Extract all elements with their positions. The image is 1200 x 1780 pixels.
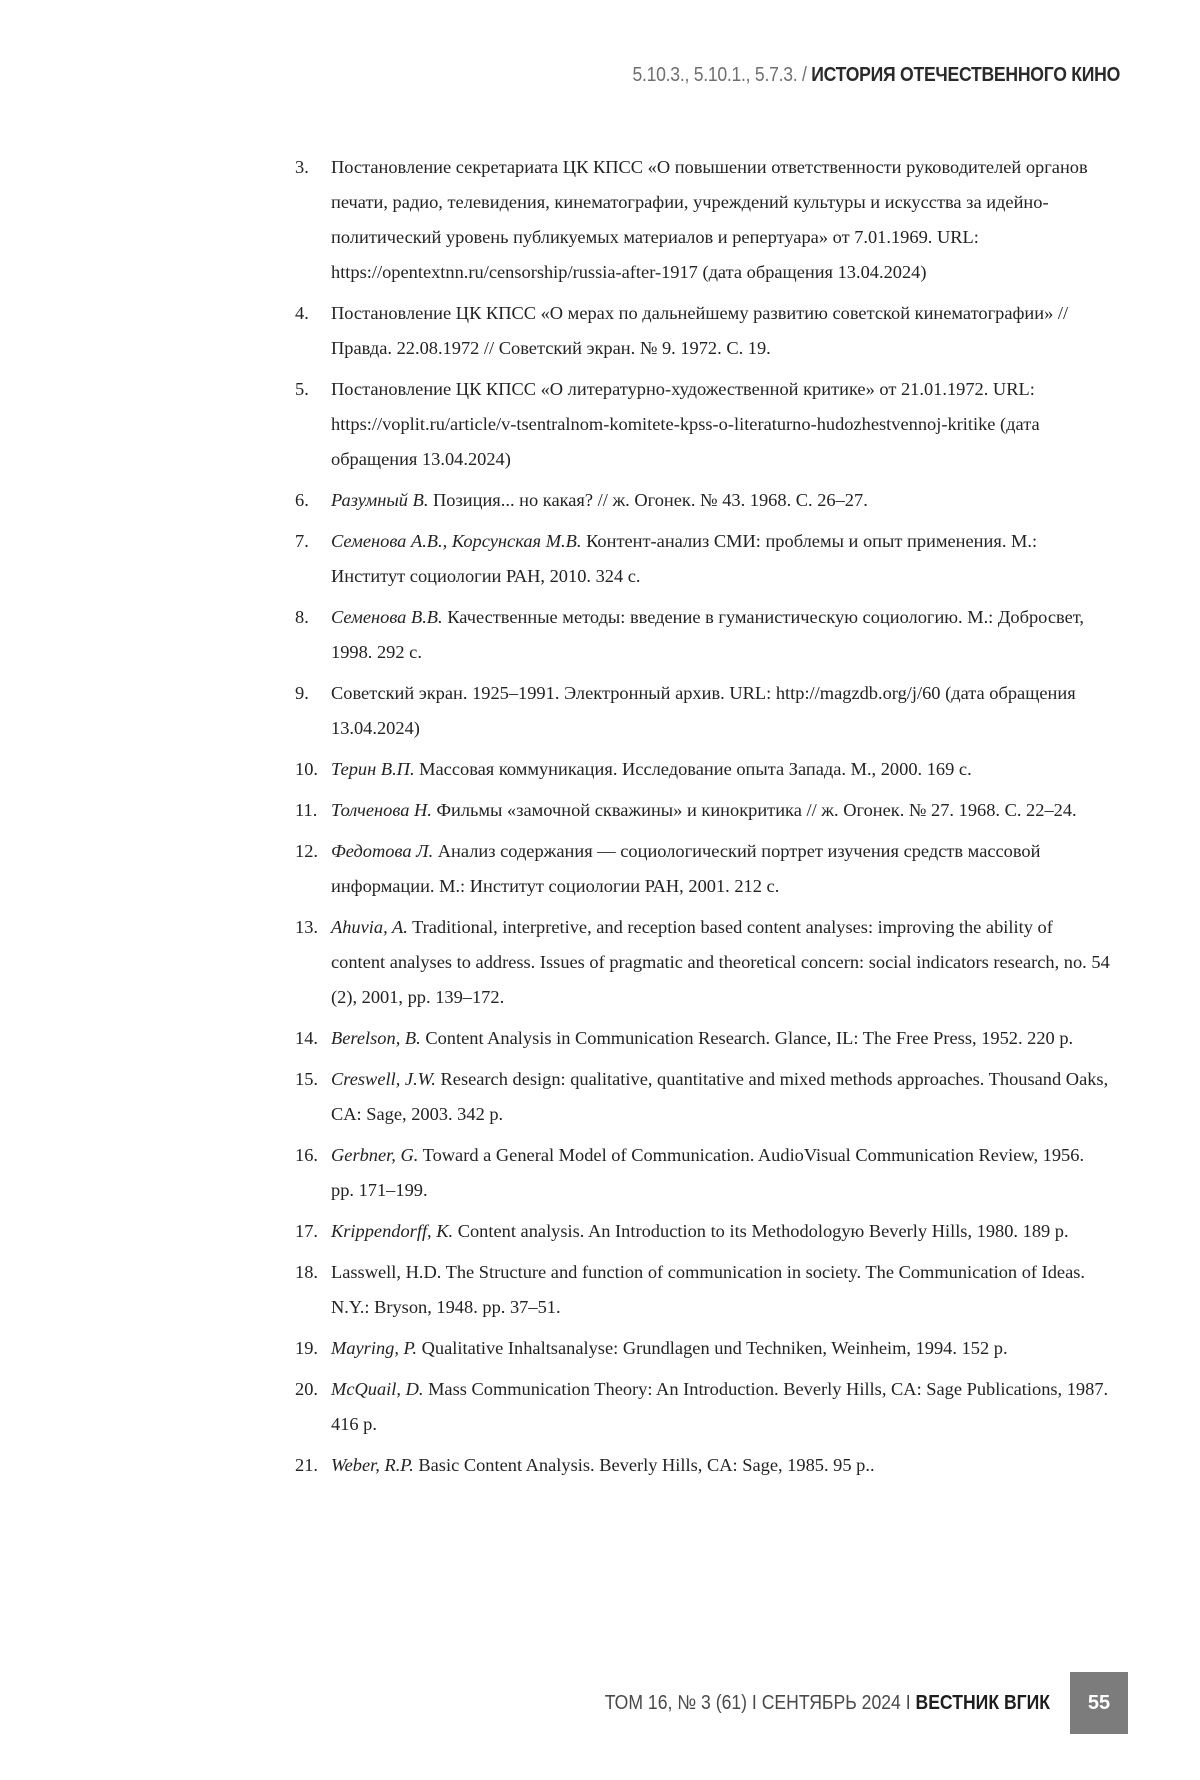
reference-text <box>331 676 1110 746</box>
reference-number: 15. <box>295 1069 318 1089</box>
reference-author: Berelson, B. <box>331 1028 421 1048</box>
reference-citation: Toward a General Model of Communication. AudioVisual Communication Review, 1956. pp. 171–199. <box>331 1145 1085 1200</box>
reference-item <box>295 676 1110 746</box>
reference-number: 20. <box>295 1379 318 1399</box>
reference-item <box>295 372 1110 477</box>
reference-item <box>295 1214 1110 1249</box>
reference-item <box>295 296 1110 366</box>
reference-number: 7. <box>295 531 309 551</box>
reference-author: McQuail, D. <box>331 1379 424 1399</box>
reference-item <box>295 1255 1110 1325</box>
reference-number: 8. <box>295 607 309 627</box>
reference-author: Creswell, J.W. <box>331 1069 436 1089</box>
reference-text <box>331 1138 1110 1208</box>
reference-author: Терин В.П. <box>331 759 415 779</box>
reference-author: Федотова Л. <box>331 841 434 861</box>
reference-number: 9. <box>295 683 309 703</box>
reference-citation: Позиция... но какая? // ж. Огонек. № 43. 1968. С. 26–27. <box>433 490 868 510</box>
running-header <box>632 64 1120 87</box>
reference-number: 6. <box>295 490 309 510</box>
reference-list <box>295 150 1110 1489</box>
reference-text <box>331 752 1110 787</box>
reference-citation: Lasswell, H.D. The Structure and function of communication in society. The Communication of Ideas. N.Y.: Bryson, 1948. pp. 37–51. <box>331 1262 1086 1317</box>
reference-text <box>331 1214 1110 1249</box>
reference-number: 16. <box>295 1145 318 1165</box>
reference-item <box>295 600 1110 670</box>
reference-item <box>295 483 1110 518</box>
reference-item <box>295 1448 1110 1483</box>
header-separator: / <box>802 64 807 86</box>
reference-text <box>331 483 1110 518</box>
reference-author: Семенова А.В., Корсунская М.В. <box>331 531 582 551</box>
reference-text <box>331 600 1110 670</box>
reference-text <box>331 372 1110 477</box>
reference-item <box>295 793 1110 828</box>
reference-number: 19. <box>295 1338 318 1358</box>
reference-item <box>295 1331 1110 1366</box>
reference-number: 21. <box>295 1455 318 1475</box>
reference-text <box>331 524 1110 594</box>
reference-citation: Фильмы «замочной скважины» и кинокритика // ж. Огонек. № 27. 1968. С. 22–24. <box>436 800 1077 820</box>
reference-item <box>295 1062 1110 1132</box>
reference-number: 14. <box>295 1028 318 1048</box>
rubric-codes: 5.10.3., 5.10.1., 5.7.3. <box>632 64 798 86</box>
reference-item <box>295 1372 1110 1442</box>
reference-text <box>331 150 1110 290</box>
reference-citation: Анализ содержания — социологический портрет изучения средств массовой информации. М.: Институт социологии РАН, 2001. 212 с. <box>331 841 1041 896</box>
reference-text <box>331 793 1110 828</box>
reference-author: Толченова Н. <box>331 800 432 820</box>
page-footer <box>544 1677 1128 1729</box>
reference-item <box>295 1138 1110 1208</box>
reference-item <box>295 834 1110 904</box>
reference-text <box>331 1021 1110 1056</box>
reference-number: 3. <box>295 157 309 177</box>
reference-author: Weber, R.P. <box>331 1455 414 1475</box>
section-title: ИСТОРИЯ ОТЕЧЕСТВЕННОГО КИНО <box>811 64 1120 86</box>
reference-number: 18. <box>295 1262 318 1282</box>
reference-text <box>331 910 1110 1015</box>
reference-number: 5. <box>295 379 309 399</box>
reference-number: 11. <box>295 800 318 820</box>
reference-number: 17. <box>295 1221 318 1241</box>
issue-info: ТОМ 16, № 3 (61) I СЕНТЯБРЬ 2024 I <box>604 1691 911 1714</box>
reference-item <box>295 524 1110 594</box>
reference-citation: Research design: qualitative, quantitative and mixed methods approaches. Thousand Oaks, CA: Sage, 2003. 342 p. <box>331 1069 1109 1124</box>
reference-text <box>331 834 1110 904</box>
reference-citation: Качественные методы: введение в гуманистическую социологию. М.: Добросвет, 1998. 292 с. <box>331 607 1084 662</box>
reference-citation: Content analysis. An Introduction to its Methodologyю Beverly Hills, 1980. 189 p. <box>457 1221 1069 1241</box>
reference-text <box>331 1331 1110 1366</box>
reference-text <box>331 1448 1110 1483</box>
reference-item <box>295 150 1110 290</box>
reference-citation: Traditional, interpretive, and reception based content analyses: improving the ability of content analyses to address. Issues of pragmatic and theoretical concern: social indicators research, no. 54 (2), 2001, pp. 139–172. <box>331 917 1110 1007</box>
reference-citation: Постановление ЦК КПСС «О мерах по дальнейшему развитию советской кинематографии» // Правда. 22.08.1972 // Советский экран. № 9. 1972. С. 19. <box>331 303 1069 358</box>
reference-item <box>295 752 1110 787</box>
reference-number: 10. <box>295 759 318 779</box>
reference-citation: Mass Communication Theory: An Introduction. Beverly Hills, CA: Sage Publications, 1987. 416 p. <box>331 1379 1109 1434</box>
reference-text <box>331 1062 1110 1132</box>
reference-text <box>331 1255 1110 1325</box>
reference-item <box>295 1021 1110 1056</box>
reference-item <box>295 910 1110 1015</box>
reference-author: Gerbner, G. <box>331 1145 419 1165</box>
reference-citation: Контент-анализ СМИ: проблемы и опыт применения. М.: Институт социологии РАН, 2010. 324 с. <box>331 531 1038 586</box>
reference-citation: Советский экран. 1925–1991. Электронный архив. URL: http://magzdb.org/j/60 (дата обращения 13.04.2024) <box>331 683 1076 738</box>
reference-text <box>331 296 1110 366</box>
reference-number: 13. <box>295 917 318 937</box>
reference-citation: Content Analysis in Communication Research. Glance, IL: The Free Press, 1952. 220 p. <box>425 1028 1074 1048</box>
reference-citation: Qualitative Inhaltsanalyse: Grundlagen und Techniken, Weinheim, 1994. 152 p. <box>421 1338 1008 1358</box>
reference-text <box>331 1372 1110 1442</box>
reference-author: Разумный В. <box>331 490 429 510</box>
journal-name: ВЕСТНИК ВГИК <box>915 1691 1050 1714</box>
reference-author: Семенова В.В. <box>331 607 443 627</box>
reference-citation: Basic Content Analysis. Beverly Hills, CA: Sage, 1985. 95 p.. <box>418 1455 875 1475</box>
reference-citation: Массовая коммуникация. Исследование опыта Запада. М., 2000. 169 с. <box>419 759 972 779</box>
reference-number: 12. <box>295 841 318 861</box>
page-number: 55 <box>1070 1672 1128 1734</box>
reference-citation: Постановление секретариата ЦК КПСС «О повышении ответственности руководителей органов печати, радио, телевидения, кинематографии, учреждений культуры и искусства за идейно-политический уровень публикуемых материалов и репертуара» от 7.01.1969. URL: https://opentextnn.ru/censorship/russia-after-1917 (дата обращения 13.04.2024) <box>331 157 1088 282</box>
footer-issue-info <box>605 1692 1050 1715</box>
reference-number: 4. <box>295 303 309 323</box>
reference-author: Mayring, P. <box>331 1338 417 1358</box>
reference-citation: Постановление ЦК КПСС «О литературно-художественной критике» от 21.01.1972. URL: https://voplit.ru/article/v-tsentralnom-komitete-kpss-o-literaturno-hudozhestvennoj-kritike (дата обращения 13.04.2024) <box>331 379 1040 469</box>
reference-author: Krippendorff, K. <box>331 1221 454 1241</box>
reference-author: Ahuvia, A. <box>331 917 408 937</box>
